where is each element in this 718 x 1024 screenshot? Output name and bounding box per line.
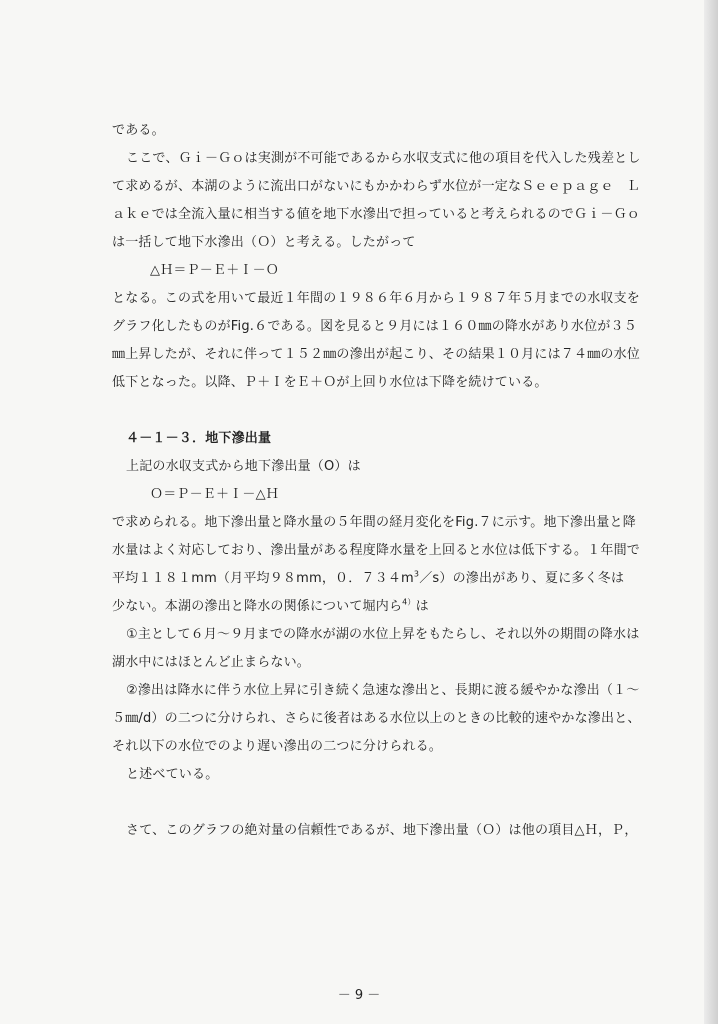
page-number: － 9 － — [337, 988, 381, 1003]
text-line: ここで、Ｇｉ－Ｇｏは実測が不可能であるから水収支式に他の項目を代入した残差とし — [126, 151, 641, 166]
text-line: で求められる。地下滲出量と降水量の５年間の経月変化をFig.７に示す。地下滲出量と降 — [112, 515, 636, 530]
section-heading: ４－１－３．地下滲出量 — [126, 431, 272, 446]
text-segment: 少ない。本湖の滲出と降水の関係について堀内ら — [112, 599, 403, 614]
text-line: と述べている。 — [126, 767, 219, 782]
text-line: ａｋｅでは全流入量に相当する値を地下水滲出で担っていると考えられるのでＧｉ－Ｇｏ — [112, 207, 641, 222]
text-segment: の滲出があり、夏に多く冬は — [452, 571, 625, 586]
text-line: は一括して地下水滲出（Ｏ）と考える。したがって — [112, 235, 416, 250]
equation-seepage: Ｏ＝Ｐ－Ｅ＋Ｉ－△Ｈ — [150, 487, 279, 502]
text-line — [112, 570, 624, 588]
list-item: ①主として６月～９月までの降水が湖の水位上昇をもたらし、それ以外の期間の降水は — [126, 627, 640, 642]
text-line: 低下となった。以降、Ｐ＋ＩをＥ＋Ｏが上回り水位は下降を続けている。 — [112, 375, 548, 390]
text-line — [112, 598, 429, 616]
text-line: 湖水中にはほとんど止まらない。 — [112, 655, 311, 670]
text-line: となる。この式を用いて最近１年間の１９８６年６月から１９８７年５月までの水収支を — [112, 291, 641, 306]
page-edge-shadow — [704, 0, 718, 1024]
text-line: 水量はよく対応しており、滲出量がある程度降水量を上回ると水位は低下する。１年間で — [112, 543, 641, 558]
text-segment: ／s） — [419, 571, 453, 586]
text-segment: は — [415, 599, 429, 614]
equation-water-balance: △Ｈ＝Ｐ－Ｅ＋Ｉ－Ｏ — [150, 263, 279, 278]
text-line: グラフ化したものがFig.６である。図を見ると９月には１６０㎜の降水があり水位が３５ — [112, 319, 637, 334]
text-segment: 平均１１８１mm（月平均９８mm，０．７３４m — [112, 571, 414, 586]
text-line: である。 — [112, 123, 165, 138]
superscript: 3 — [413, 569, 420, 579]
text-line: て求めるが、本湖のように流出口がないにもかかわらず水位が一定なＳｅｅｐａｇｅ Ｌ — [112, 179, 641, 194]
list-item: ②滲出は降水に伴う水位上昇に引き続く急速な滲出と、長期に渡る緩やかな滲出（１～ — [126, 683, 640, 698]
text-line: 上記の水収支式から地下滲出量（O）は — [126, 459, 361, 474]
text-line: さて、このグラフの絶対量の信頼性であるが、地下滲出量（Ｏ）は他の項目△Ｈ，Ｐ， — [126, 823, 638, 838]
text-line: それ以下の水位でのより遅い滲出の二つに分けられる。 — [112, 739, 443, 754]
text-line: ５㎜/d）の二つに分けられ、さらに後者はある水位以上のときの比較的速やかな滲出と、 — [112, 711, 641, 726]
text-line: ㎜上昇したが、それに伴って１５２㎜の滲出が起こり、その結果１０月には７４㎜の水位 — [112, 347, 641, 362]
reference-superscript: 4） — [402, 597, 416, 607]
